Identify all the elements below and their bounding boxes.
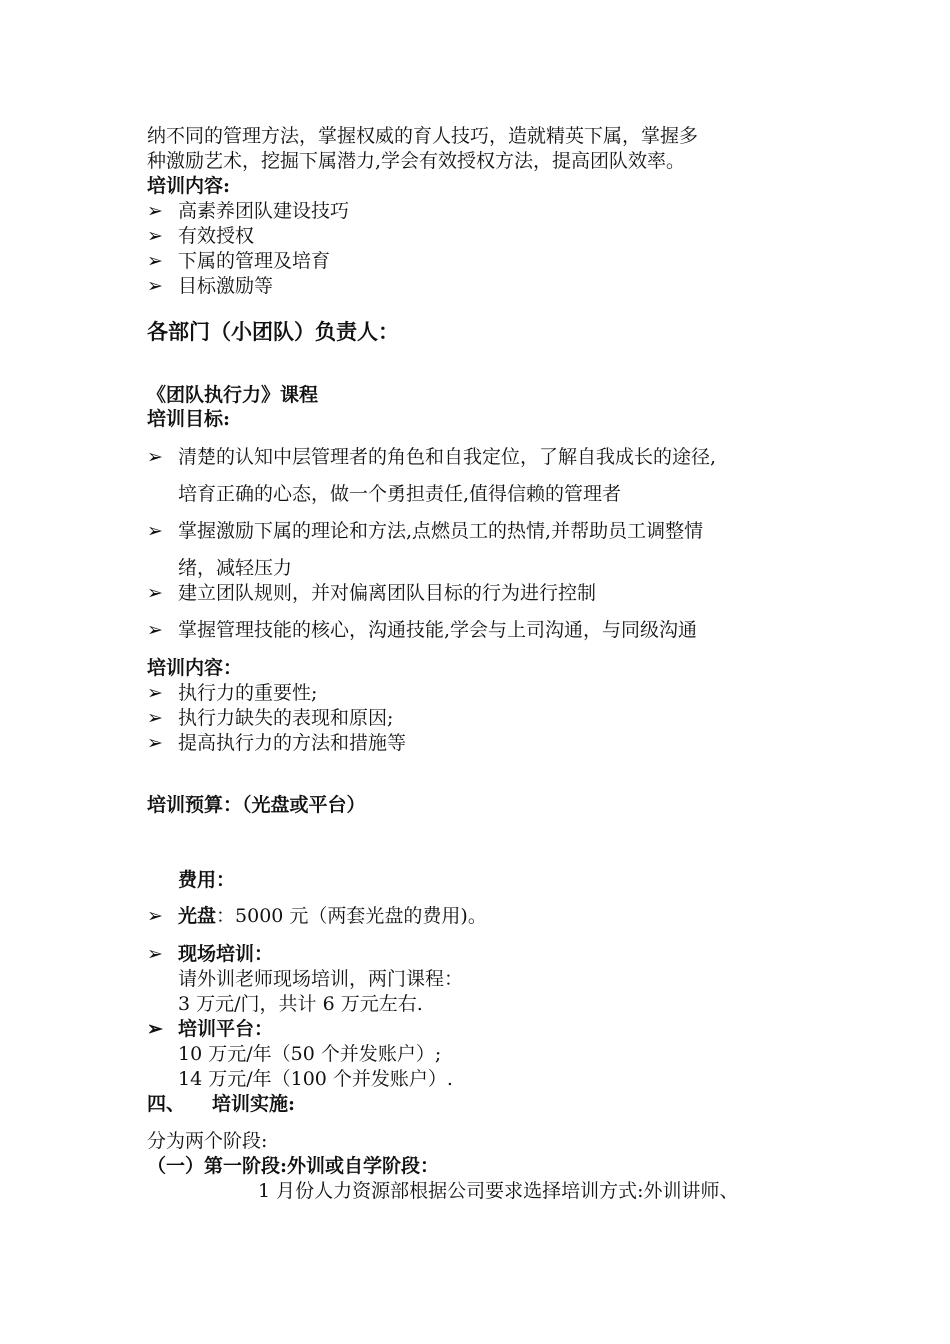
platform-label: 培训平台： bbox=[178, 1018, 274, 1040]
arrow-bullet-icon: ➢ bbox=[147, 225, 163, 247]
phase1-heading: （一）第一阶段:外训或自学阶段： bbox=[147, 1155, 440, 1177]
section1-heading: 培训内容: bbox=[147, 175, 231, 197]
arrow-bullet-icon: ➢ bbox=[147, 520, 163, 542]
phase1-text: 1 月份人力资源部根据公司要求选择培训方式:外训讲师、 bbox=[258, 1180, 739, 1202]
arrow-bullet-icon: ➢ bbox=[147, 1018, 163, 1040]
dept-heading: 各部门（小团队）负责人： bbox=[147, 319, 399, 344]
goal-continuation: 培育正确的心态，做一个勇担责任,值得信赖的管理者 bbox=[178, 483, 622, 505]
arrow-bullet-icon: ➢ bbox=[147, 446, 163, 468]
arrow-bullet-icon: ➢ bbox=[147, 707, 163, 729]
arrow-bullet-icon: ➢ bbox=[147, 732, 163, 754]
intro-line-2: 种激励艺术，挖掘下属潜力,学会有效授权方法，提高团队效率。 bbox=[147, 150, 686, 172]
arrow-bullet-icon: ➢ bbox=[147, 250, 163, 272]
fee-label: 费用： bbox=[178, 869, 236, 891]
disc-text: ：5000 元（两套光盘的费用)。 bbox=[216, 905, 487, 927]
implement-heading-num: 四、 bbox=[147, 1093, 186, 1115]
document-page: 纳不同的管理方法，掌握权威的育人技巧，造就精英下属，掌握多 种激励艺术，挖掘下属潜力,学会有效授权方法，提高团队效率。 培训内容: ➢ 高素养团队建设技巧 ➢ 有效授权 ➢ 下属的管理及培育 ➢ 目标激励等 各部门（小团队）负责人： 《团队执行力》课程 培训目标: ➢ 清楚的认知中层管理者的角色和自我定位，了解自我成长的途径, 培育正确的心态，做一个勇担责任,值得信赖的管理者 ➢ 掌握激励下属的理论和方法,点燃员工的热情,并帮助员工调整情 绪，减轻压力 ➢ 建立团队规则，并对偏离团队目标的行为进行控制 ➢ 掌握管理技能的核心，沟通技能,学会与上司沟通，与同级沟通 培训内容： ➢ 执行力的重要性; ➢ 执行力缺失的表现和原因; ➢ 提高执行力的方法和措施等 培训预算：（光盘或平台） 费用： ➢ 光盘：5000 元（两套光盘的费用)。 ➢ 现场培训： 请外训老师现场培训，两门课程： 3 万元/门，共计 6 万元左右. ➢ 培训平台： 10 万元/年（50 个并发账户）; 14 万元/年（100 个并发账户）. 四、 培训实施: 分为两个阶段: （一）第一阶段:外训或自学阶段： 1 月份人力资源部根据公司要求选择培训方式:外训讲师、 bbox=[147, 125, 739, 1202]
course-title: 《团队执行力》课程 bbox=[147, 384, 319, 406]
onsite-line-2: 3 万元/门，共计 6 万元左右. bbox=[178, 993, 423, 1015]
goal-continuation: 绪，减轻压力 bbox=[178, 557, 293, 579]
content-heading: 培训内容： bbox=[147, 657, 243, 679]
implement-heading: 培训实施: bbox=[212, 1093, 296, 1115]
arrow-bullet-icon: ➢ bbox=[147, 943, 163, 965]
arrow-bullet-icon: ➢ bbox=[147, 275, 163, 297]
arrow-bullet-icon: ➢ bbox=[147, 905, 163, 927]
goal-heading: 培训目标: bbox=[147, 408, 231, 430]
arrow-bullet-icon: ➢ bbox=[147, 200, 163, 222]
arrow-bullet-icon: ➢ bbox=[147, 582, 163, 604]
budget-heading: 培训预算：（光盘或平台） bbox=[147, 794, 366, 816]
arrow-bullet-icon: ➢ bbox=[147, 682, 163, 704]
implement-intro: 分为两个阶段: bbox=[147, 1130, 268, 1152]
onsite-label: 现场培训： bbox=[178, 943, 274, 965]
intro-line-1: 纳不同的管理方法，掌握权威的育人技巧，造就精英下属，掌握多 bbox=[147, 125, 699, 147]
disc-label: 光盘 bbox=[178, 905, 217, 927]
platform-line-1: 10 万元/年（50 个并发账户）; bbox=[178, 1043, 442, 1065]
arrow-bullet-icon: ➢ bbox=[147, 619, 163, 641]
platform-line-2: 14 万元/年（100 个并发账户）. bbox=[178, 1068, 453, 1090]
onsite-line-1: 请外训老师现场培训，两门课程： bbox=[178, 968, 464, 990]
